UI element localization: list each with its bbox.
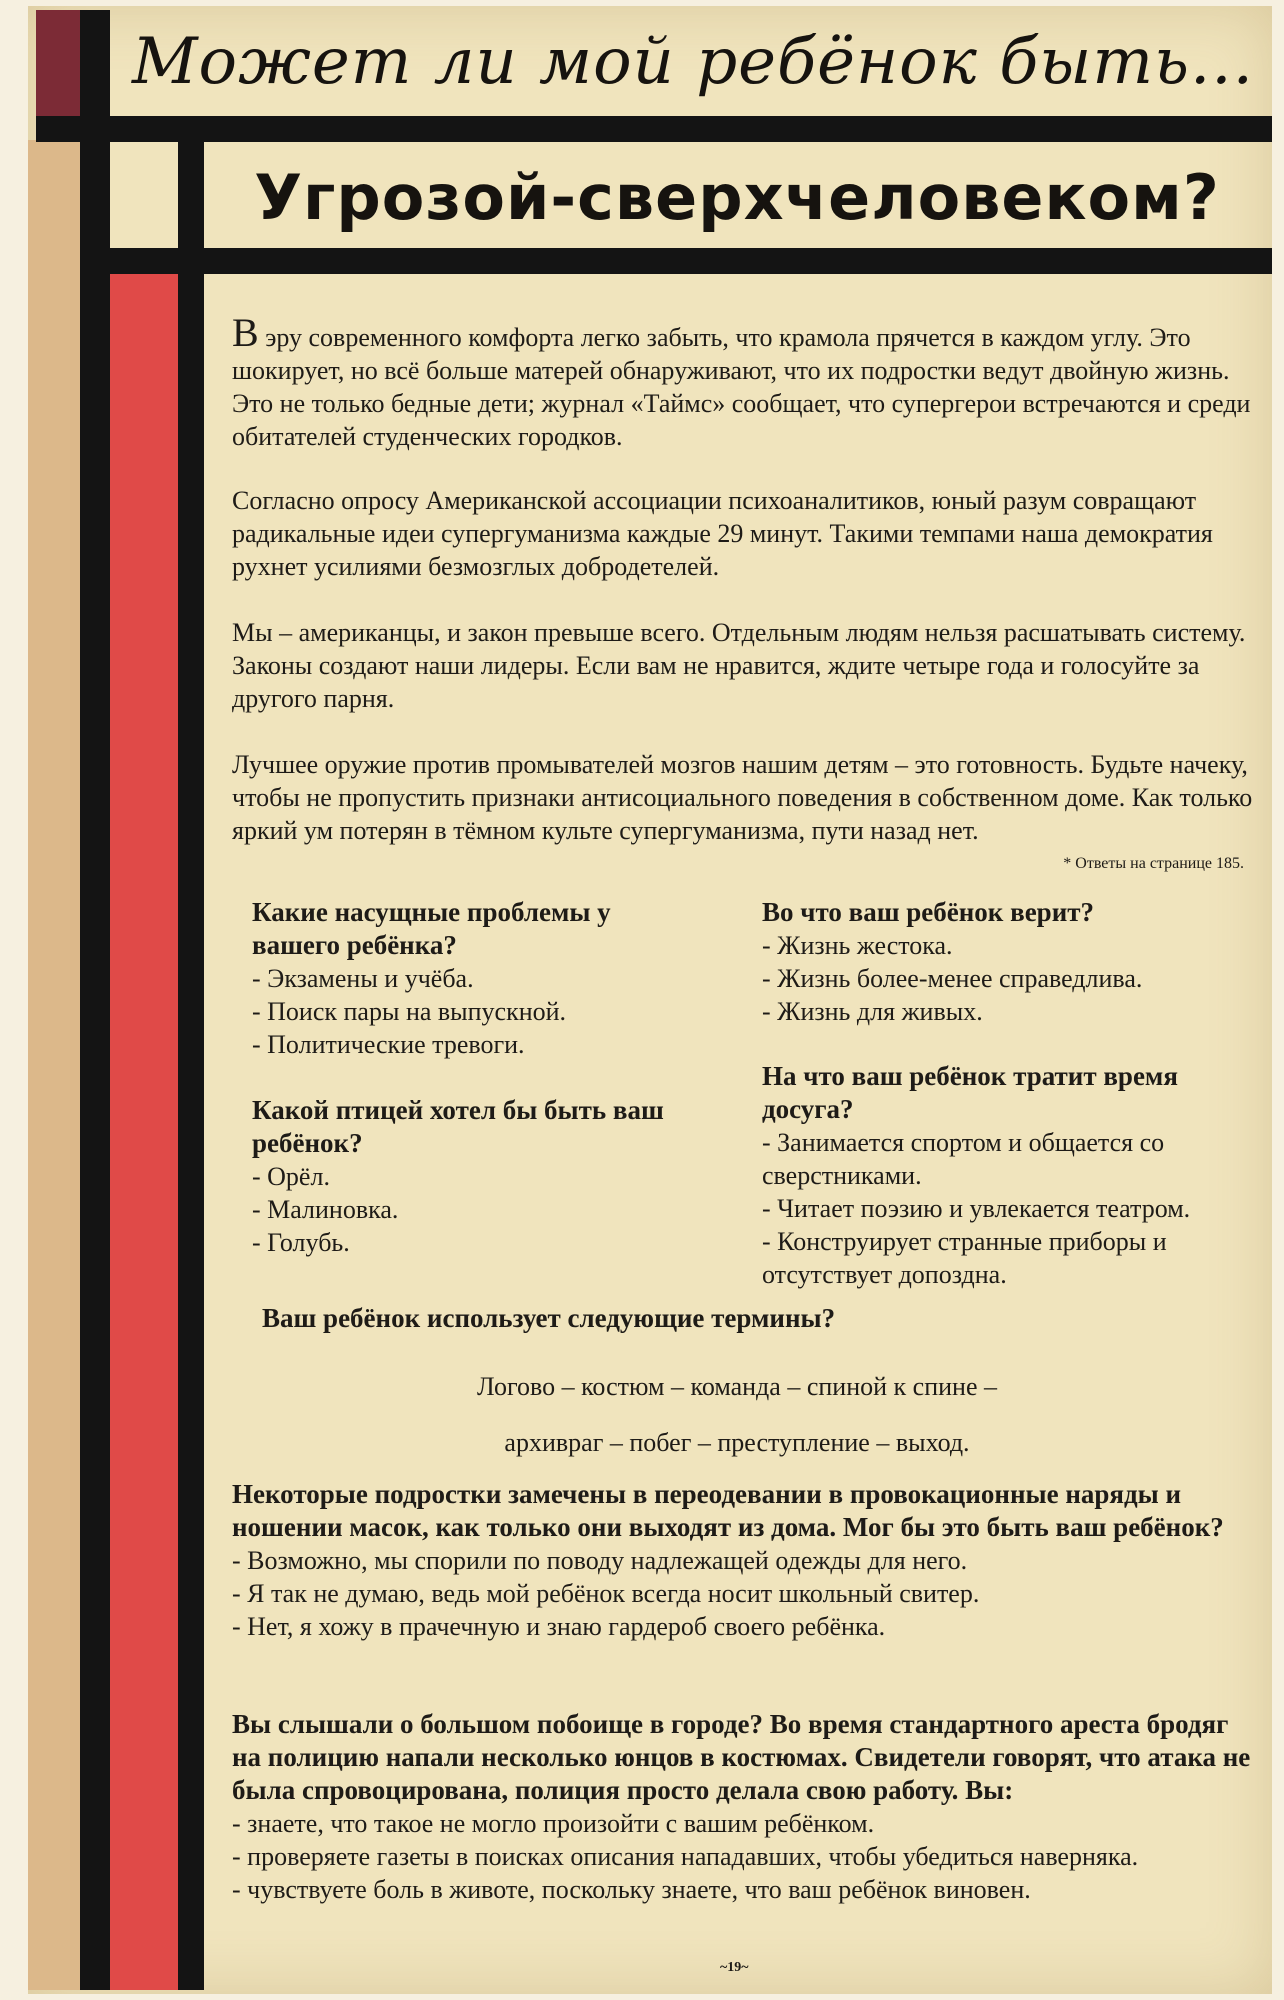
terms-line-2: архивраг – побег – преступление – выход.	[504, 1428, 970, 1457]
question-1-option: - Экзамены и учёба.	[252, 964, 474, 993]
frame-bar-inner	[178, 142, 204, 1990]
question-3	[762, 896, 1242, 1028]
question-6-option: - Я так не думаю, ведь мой ребёнок всегда носит школьный свитер.	[232, 1579, 980, 1608]
question-3-option: - Жизнь жестока.	[762, 931, 953, 960]
title-line-1: Может ли мой ребёнок быть...	[132, 25, 1254, 99]
question-6-option: - Возможно, мы спорили по поводу надлежащей одежды для него.	[232, 1546, 968, 1575]
question-7	[232, 1708, 1252, 1906]
question-6	[232, 1478, 1252, 1643]
intro-paragraph-1-text: эру современного комфорта легко забыть, что крамола прячется в каждом углу. Это шокирует, но всё больше матерей обнаруживают, что их подростки ведут двойную жизнь. Это не только бедные дети; журнал «Таймс» сообщает, что супергерои встречаются и среди обитателей студенческих городков.	[232, 323, 1251, 451]
question-2-option: - Орёл.	[252, 1162, 330, 1191]
question-4-option: - Конструирует странные приборы и отсутствует допоздна.	[762, 1227, 1167, 1289]
question-2	[252, 1094, 692, 1259]
question-4	[762, 1060, 1242, 1291]
page-number: ~19~	[720, 1960, 749, 1975]
question-3-option: - Жизнь более-менее справедлива.	[762, 964, 1143, 993]
question-7-option: - чувствуете боль в животе, поскольку знаете, что ваш ребёнок виновен.	[232, 1875, 1031, 1904]
torn-edge-strip	[28, 140, 84, 1990]
question-5-title: Ваш ребёнок использует следующие термины?	[262, 1303, 836, 1333]
question-3-option: - Жизнь для живых.	[762, 997, 983, 1026]
question-4-option: - Читает поэзию и увлекается театром.	[762, 1194, 1191, 1223]
question-1-option: - Политические тревоги.	[252, 1030, 525, 1059]
red-stripe	[110, 274, 178, 1990]
question-7-option: - знаете, что такое не могло произойти с вашим ребёнком.	[232, 1809, 875, 1838]
question-3-title: Во что ваш ребёнок верит?	[762, 897, 1095, 927]
frame-bar-top	[36, 116, 1272, 142]
frame-bar-mid	[110, 248, 1272, 274]
question-4-title: На что ваш ребёнок тратит время досуга?	[762, 1061, 1178, 1124]
question-2-option: - Голубь.	[252, 1228, 350, 1257]
terms-line-1: Логово – костюм – команда – спиной к спине –	[477, 1372, 997, 1401]
intro-paragraph-3: Мы – американцы, и закон превыше всего. Отдельным людям нельзя расшатывать систему. Законы создают наши лидеры. Если вам не нравится, ждите четыре года и голосуйте за другого парня.	[232, 618, 1246, 713]
question-1-title: Какие насущные проблемы у вашего ребёнка?	[252, 897, 611, 960]
title-line-2: Угрозой-сверхчеловеком?	[254, 161, 1220, 234]
question-7-title: Вы слышали о большом побоище в городе? Во время стандартного ареста бродяг на полицию напали несколько юнцов в костюмах. Свидетели говорят, что атака не была спровоцирована, полиция просто делала свою работу. Вы:	[232, 1709, 1251, 1805]
question-2-title: Какой птицей хотел бы быть ваш ребёнок?	[252, 1095, 664, 1158]
intro-paragraph-2: Согласно опросу Американской ассоциации психоаналитиков, юный разум совращают радикальные идеи супергуманизма каждые 29 минут. Такими темпами наша демократия рухнет усилиями безмозглых добродетелей.	[232, 486, 1213, 581]
question-4-option: - Занимается спортом и общается со сверстниками.	[762, 1128, 1165, 1190]
question-6-title: Некоторые подростки замечены в переодевании в провокационные наряды и ношении масок, как только они выходят из дома. Мог бы это быть ваш ребёнок?	[232, 1479, 1224, 1542]
drop-cap: В	[232, 310, 259, 355]
footnote: * Ответы на странице 185.	[1063, 855, 1244, 872]
question-7-option: - проверяете газеты в поисках описания нападавших, чтобы убедиться наверняка.	[232, 1842, 1139, 1871]
question-1-option: - Поиск пары на выпускной.	[252, 997, 567, 1026]
question-6-option: - Нет, я хожу в прачечную и знаю гардероб своего ребёнка.	[232, 1612, 886, 1641]
frame-bar-left	[80, 10, 110, 1990]
intro-paragraph-1	[232, 310, 1272, 453]
question-2-option: - Малиновка.	[252, 1195, 399, 1224]
maroon-corner-block	[36, 10, 80, 122]
question-1	[252, 896, 692, 1061]
intro-paragraph-4: Лучшее оружие против промывателей мозгов нашим детям – это готовность. Будьте начеку, чтобы не пропустить признаки антисоциального поведения в собственном доме. Как только яркий ум потерян в тёмном культе супергуманизма, пути назад нет.	[232, 750, 1253, 845]
